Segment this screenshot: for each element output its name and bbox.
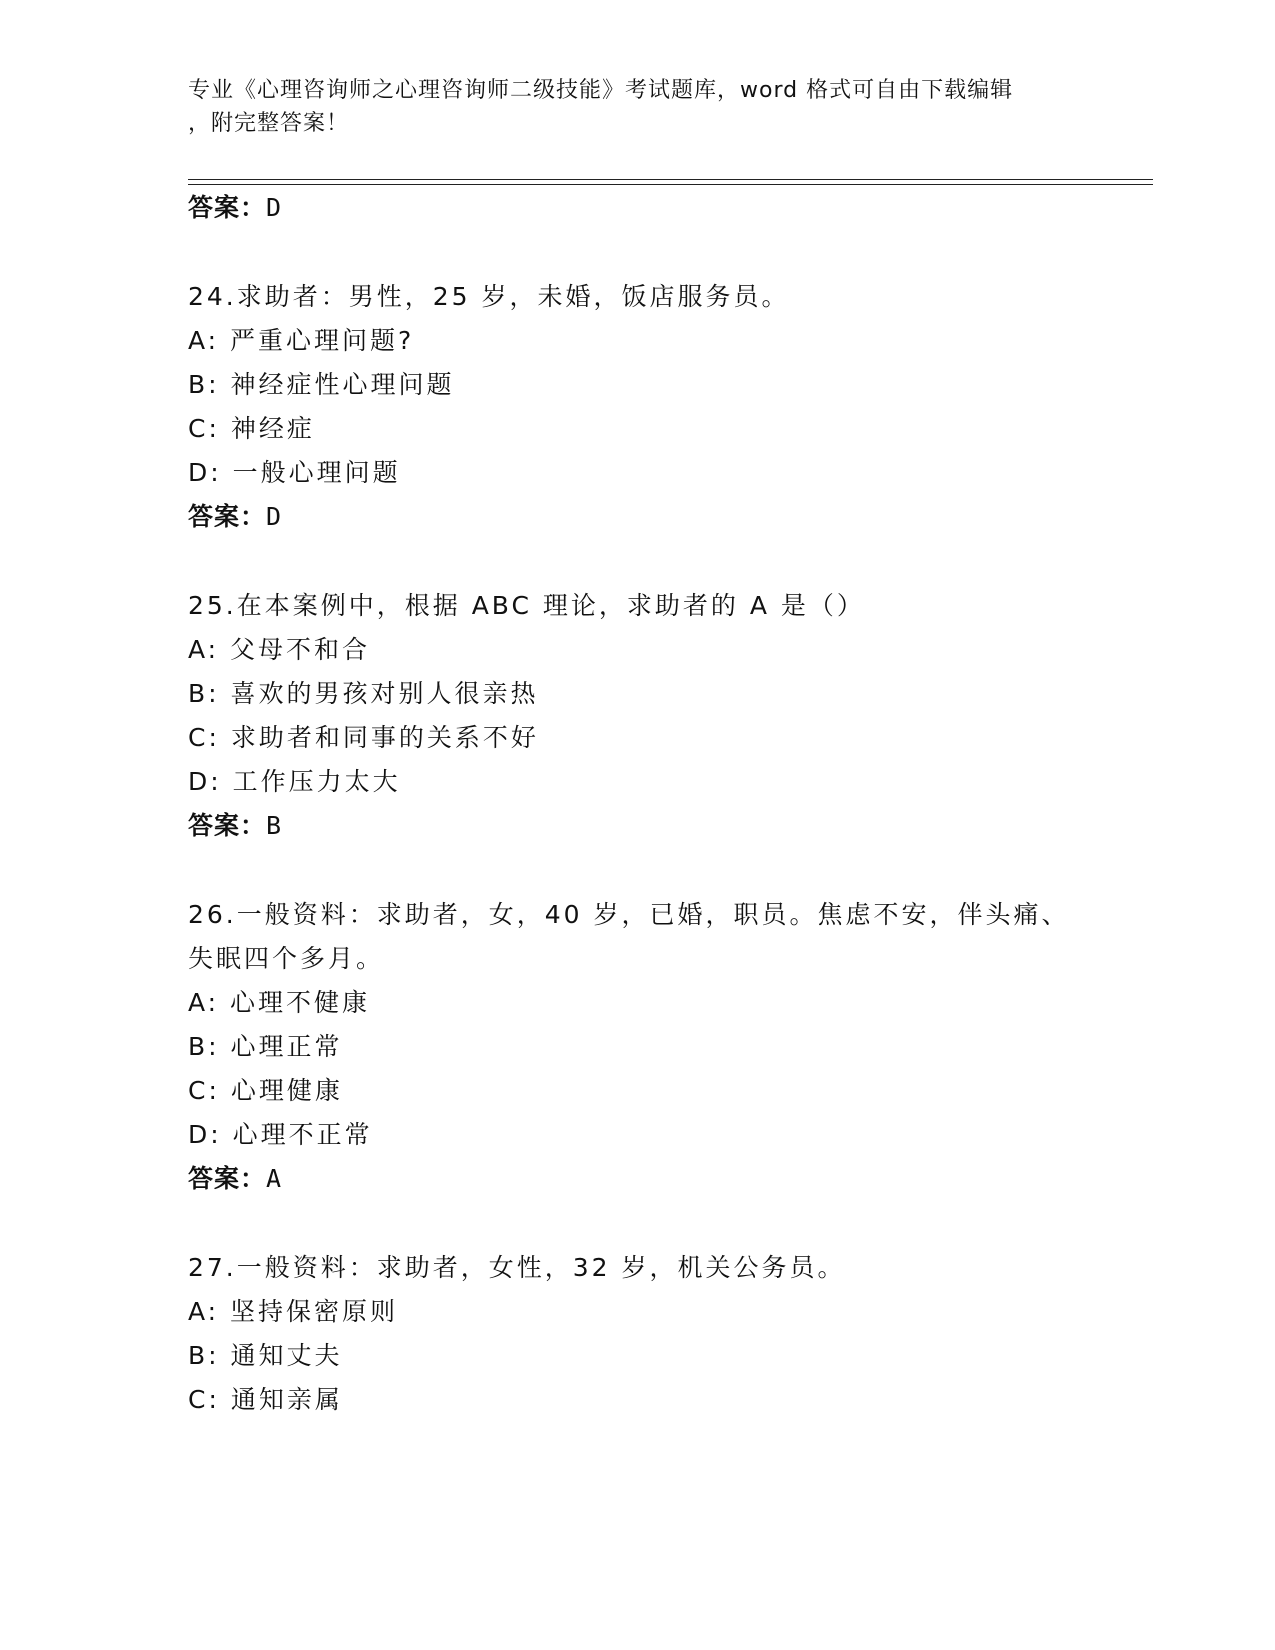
question-26-option-b: B: 心理正常	[188, 1032, 343, 1061]
question-27-option-c: C: 通知亲属	[188, 1385, 343, 1414]
question-24-option-d: D: 一般心理问题	[188, 458, 401, 487]
question-26-stem-line-2: 失眠四个多月。	[188, 944, 385, 973]
answer-q24	[188, 502, 282, 532]
answer-q26	[188, 1164, 282, 1194]
question-26-option-a: A: 心理不健康	[188, 988, 371, 1017]
question-25-option-b: B: 喜欢的男孩对别人很亲热	[188, 679, 539, 708]
answer-value: D	[266, 193, 283, 222]
question-25-option-c: C: 求助者和同事的关系不好	[188, 723, 539, 752]
header-divider-top	[188, 179, 1153, 180]
answer-q25	[188, 811, 282, 841]
answer-value: A	[266, 1164, 283, 1193]
question-24-option-b: B: 神经症性心理问题	[188, 370, 455, 399]
answer-value: B	[266, 811, 283, 840]
question-25-stem: 25.在本案例中，根据 ABC 理论，求助者的 A 是（）	[188, 591, 865, 620]
header-line-2: ，附完整答案！	[188, 111, 350, 136]
header-divider-bottom	[188, 184, 1153, 185]
answer-label: 答案：	[188, 193, 267, 222]
question-25-option-a: A: 父母不和合	[188, 635, 371, 664]
question-26-stem-line-1: 26.一般资料：求助者，女，40 岁，已婚，职员。焦虑不安，伴头痛、	[188, 900, 1070, 929]
answer-value: D	[266, 502, 283, 531]
question-27-stem: 27.一般资料：求助者，女性，32 岁，机关公务员。	[188, 1253, 846, 1282]
answer-label: 答案：	[188, 811, 267, 840]
answer-label: 答案：	[188, 1164, 267, 1193]
question-27-option-b: B: 通知丈夫	[188, 1341, 343, 1370]
question-24-option-c: C: 神经症	[188, 414, 315, 443]
document-header	[188, 74, 1088, 140]
answer-label: 答案：	[188, 502, 267, 531]
header-line-1: 专业《心理咨询师之心理咨询师二级技能》考试题库，word 格式可自由下载编辑	[188, 78, 1014, 103]
answer-q23	[188, 193, 282, 223]
question-27-option-a: A: 坚持保密原则	[188, 1297, 399, 1326]
question-26-option-c: C: 心理健康	[188, 1076, 343, 1105]
question-25-option-d: D: 工作压力太大	[188, 767, 401, 796]
question-24-stem: 24.求助者：男性，25 岁，未婚，饭店服务员。	[188, 282, 790, 311]
question-26-option-d: D: 心理不正常	[188, 1120, 373, 1149]
question-24-option-a: A: 严重心理问题?	[188, 326, 415, 355]
